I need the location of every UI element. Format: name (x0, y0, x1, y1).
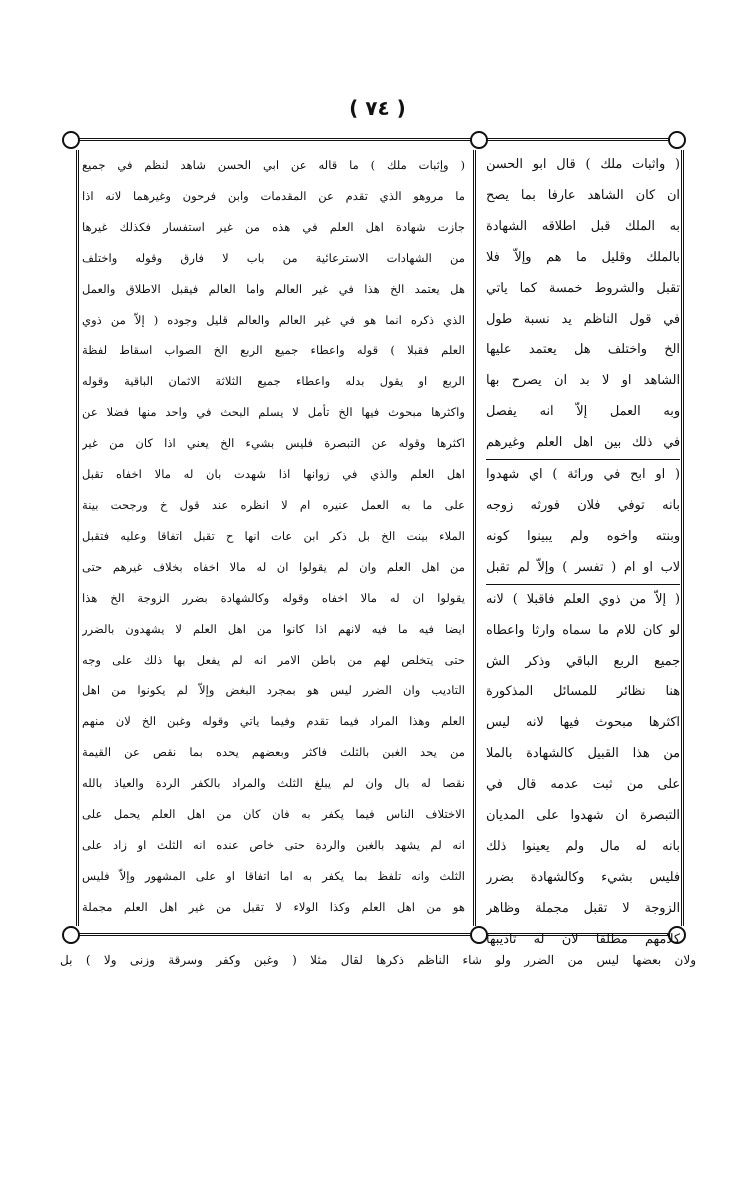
main-text-column (486, 150, 680, 947)
commentary-line: جازت شهادة اهل العلم في هذه من غير استفسار فكذلك غيرها (82, 219, 465, 234)
commentary-line: الثلث وانه تلفظ بما يكفر به اما اتفاقا او على المشهور وإلاّ فليس (82, 868, 465, 883)
commentary-line: انه لم يشهد بالغبن والردة حتى خاص عنده انه الثلث او زاد على (82, 837, 465, 852)
main-text-line: ان كان الشاهد عارفا بما يصح (486, 187, 680, 203)
commentary-line: على ما به العمل عنيره ام لا انظره عند قول خ ورجحت بينة (82, 497, 465, 512)
main-text-line: لو كان للام ما سماه وارثا واعطاه (486, 622, 680, 638)
main-text-line: في قول الناظم يد نسبة طول (486, 311, 680, 327)
main-text-line: الخ واختلف هل يعتمد عليها (486, 342, 680, 358)
main-text-line: بانه له مال ولم يعينوا ذلك (486, 838, 680, 854)
commentary-line: هو من اهل العلم وكذا الولاء لا تقبل من غير اهل العلم مجملة (82, 899, 465, 914)
commentary-line: من يحد الغبن بالثلث فاكثر وبعضهم يحده بما نقص عن القيمة (82, 745, 465, 760)
main-text-line: ( واثبات ملك ) قال ابو الحسن (486, 157, 680, 172)
commentary-line: هل يعتمد الخ هذا في غير العالم واما العالم فيقبل الاطلاق والعمل (82, 281, 465, 296)
commentary-line: واكثرها مبحوث فيها الخ تأمل لا يسلم البحث في واحد منها فضلا عن (82, 405, 465, 420)
commentary-line: من الشهادات الاسترعائية من باب لا فارق وقوله واختلف (82, 250, 465, 265)
corner-ornament-icon (668, 131, 686, 149)
commentary-line: الذي ذكره انما هو في غير العالم والعالم قليل وجوده ( إلاّ من ذوي (82, 312, 465, 327)
commentary-line: العلم فقبلا ) قوله واعطاء جميع الربع الخ الصواب اسقاط لفظة (82, 343, 465, 358)
main-text-line: في ذلك بين اهل العلم وغيرهم (486, 428, 680, 460)
corner-ornament-icon (62, 131, 80, 149)
main-text-line: بانه توفي فلان فورثه زوجه (486, 497, 680, 513)
main-text-line: هنا نظائر للمسائل المذكورة (486, 684, 680, 700)
main-text-line: فليس بشيء وكالشهادة بضرر (486, 869, 680, 885)
commentary-column (82, 150, 476, 926)
corner-ornament-icon (62, 926, 80, 944)
page-frame (68, 130, 680, 947)
main-text-line: الشاهد او لا بد ان يصرح بها (486, 373, 680, 389)
main-text-line: بالملك وقليل ما هم وإلاّ فلا (486, 249, 680, 265)
commentary-line: حتى يتخلص لهم من باطن الامر انه لم يفعل بها ذلك على وجه (82, 652, 465, 667)
commentary-line: الملاء بينت الخ بل ذكر ابن عات انها ح تقبل اتفاقا وعليه فتقبل (82, 528, 465, 543)
main-text-line: وبنته واخوه ولم يبينوا كونه (486, 528, 680, 544)
commentary-line: التاديب وان الضرر ليس هو بمجرد البغض وإلاّ لم يكونوا من اهل (82, 683, 465, 698)
page-number: ( ٧٤ ) (349, 96, 406, 120)
commentary-line: العلم وهذا المراد فيما تقدم وفيما ياتي وقوله وغبن الخ لان منهم (82, 714, 465, 729)
main-text-line: لاب او ام ( تفسر ) وإلاّ لم تقبل (486, 553, 680, 585)
main-text-line: به الملك قبل اطلاقه الشهادة (486, 218, 680, 234)
commentary-line: اهل العلم والذي في زوانها اذا شهدت بان له مالا اخفاه تقبل (82, 467, 465, 482)
commentary-line: نقصا له بال وان لم يبلغ الثلث والمراد بالكفر الردة والعياذ بالله (82, 776, 465, 791)
commentary-line: اكثرها وقوله عن التبصرة فليس بشيء الخ يعني اذا كان من غير (82, 436, 465, 451)
commentary-line: الربع او يقول بدله واعطاء جميع الثلاثة الاثمان الباقية وقوله (82, 374, 465, 389)
main-text-line: التبصرة ان شهدوا على المديان (486, 808, 680, 824)
main-text-line: من هذا القبيل كالشهادة بالملا (486, 746, 680, 762)
commentary-line: من اهل العلم وان لم يقولوا ان له مالا اخفاه بخلاف غيرهم حتى (82, 559, 465, 574)
top-ornamental-rule (68, 138, 680, 141)
main-text-line: اكثرها مبحوث فيها لانه ليس (486, 715, 680, 731)
main-text-line: كلامهم مطلقا لان له تاديبها (486, 931, 680, 947)
main-text-line: وبه العمل إلاّ انه يفصل (486, 404, 680, 420)
commentary-line: ايضا فيه ما فيه لانهم اذا كانوا من اهل العلم لا يشهدون بالضرر (82, 621, 465, 636)
main-text-line: الزوجة لا تقبل مجملة وظاهر (486, 900, 680, 916)
commentary-line: يقولوا ان له مالا اخفاه وقوله وكالشهادة بضرر الزوجة الخ هذا (82, 590, 465, 605)
main-text-line: ( إلاّ من ذوي العلم فاقبلا ) لانه (486, 591, 680, 607)
main-text-line: تقبل والشروط خمسة كما ياتي (486, 280, 680, 296)
column-border (681, 150, 684, 926)
divider-ornament-icon (470, 131, 488, 149)
main-text-line: على من ثبت عدمه قال في (486, 777, 680, 793)
commentary-line: ( وإثبات ملك ) ما قاله عن ابي الحسن شاهد لنظم في جميع (82, 158, 465, 172)
main-text-line: جميع الربع الباقي وذكر الش (486, 653, 680, 669)
main-text-line: ( او ابح في وراثة ) اي شهدوا (486, 467, 680, 483)
footer-text-line: ولان بعضها ليس من الضرر ولو شاء الناظم ذكرها لقال مثلا ( وغبن وكفر وسرقة وزنى ولا ) بل (60, 953, 696, 967)
column-border (76, 150, 79, 926)
commentary-line: الاختلاف الناس فيما يكفر به فان كان من اهل العلم يحمل على (82, 807, 465, 822)
commentary-line: ما مروهو الذي تقدم عن المقدمات وابن فرحون وغيرهما لانه اذا (82, 188, 465, 203)
